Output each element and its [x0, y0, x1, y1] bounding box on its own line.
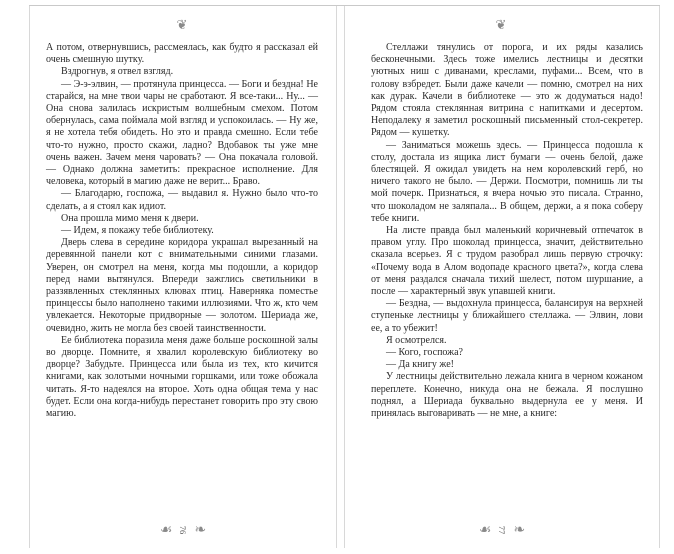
page-number-left: 76 [178, 525, 189, 535]
flourish-left-icon: ☙ [478, 522, 492, 538]
paragraph: А потом, отвернувшись, рассмеялась, как будто я рассказал ей очень смешную шутку. [46, 42, 318, 66]
floral-heart-icon: ❦ [176, 17, 190, 33]
paragraph: Дверь слева в середине коридора украшал вырезанный на деревянной панели кот с внимательными синими глазами. Уверен, он смотрел на меня, когда мы подошли, а коридор перед нами вытянулся. Впереди зажглись светильники в раззявленных стеклянных клювах птиц. Наверняка поместье принцессы было наполнено такими иллюзиями. Что ж, кто чем увлекается. Некоторые придворные — золотом. Шериада же, очевидно, жить не могла без своей таинственности. [46, 237, 318, 334]
bottom-ornament-right [345, 512, 659, 548]
paragraph: У лестницы действительно лежала книга в черном кожаном переплете. Конечно, никуда она не бежала. Я послушно поднял, а Шериада буквально выдернула ее у меня. И принялась выговаривать — не мне, а книге: [371, 371, 643, 420]
paragraph: Вздрогнув, я отвел взгляд. [61, 66, 174, 78]
flourish-right-icon: ❧ [194, 522, 207, 538]
paragraph: На листе правда был маленький коричневый отпечаток в правом углу. Про шоколад принцесса, значит, действительно сказала всерьез. Я с трудом разобрал лишь первую строчку: «Почему вода в Алом водопаде красного цвета?», когда слева от меня раздался сначала тихий шелест, потом шуршание, а после — характерный звук упавшей книги. [371, 225, 643, 298]
page-number-right: 77 [497, 525, 508, 535]
page-right [344, 6, 660, 548]
paragraph: Стеллажи тянулись от порога, и их ряды казались бесконечными. Здесь тоже имелись лестницы и десятки уютных ниш с диванами, креслами, пуфами... Всем, что в голову взбредет. Были даже качели — помню, смотрел на них как дурак. Качели в библиотеке — это ж додуматься надо! Рядом стояла стеклянная витрина с напитками и десертом. Неподалеку я заметил роскошный письменный стол-секретер. Рядом — кушетку. [371, 42, 643, 139]
paragraph: Я осмотрелся. [386, 334, 447, 346]
paragraph: Ее библиотека поразила меня даже больше роскошной залы во дворце. Помните, я хвалил королевскую библиотеку во дворце? Забудьте. Принцесса или была из тех, кто кичится книгами, как золотыми ночными горшками, или тоже обожала читать. Я-то надеялся на второе. Хоть одна общая тема у нас будет. Если она когда-нибудь перестанет говорить про эту свою магию. [46, 334, 318, 420]
page-text-left [30, 38, 336, 512]
page-left [29, 6, 337, 548]
paragraph: — Благодарю, госпожа, — выдавил я. Нужно было что-то сделать, а я стоял как идиот. [46, 188, 318, 212]
paragraph: Она прошла мимо меня к двери. [61, 212, 199, 224]
paragraph: — Кого, госпожа? [386, 347, 463, 359]
top-ornament-icon [345, 6, 659, 38]
page-text-right [345, 38, 659, 512]
top-ornament-icon [30, 6, 336, 38]
flourish-right-icon: ❧ [513, 522, 526, 538]
paragraph: — Заниматься можешь здесь. — Принцесса подошла к столу, достала из ящика лист бумаги — очень белой, даже блестящей. Я ожидал увидеть на нем королевский герб, но ничего такого не было. — Держи. Посмотри, помнишь ли ты мой почерк. Признаться, я вчера ночью это писала. Странно, что шоколадом не заляпала... В общем, держи, а я пока соберу тебе книги. [371, 139, 643, 224]
paragraph: — Бездна, — выдохнула принцесса, балансируя на верхней ступеньке лестницы у ближайшего стеллажа. — Элвин, лови ее, а то убежит! [371, 298, 643, 334]
paragraph: — Э-э-элвин, — протянула принцесса. — Боги и бездна! Не старайся, на мне твои чары не сработают. Я все-таки... Ну... — Она снова залилась искристым волшебным смехом. Потом обернулась, сама поймала мой взгляд и успокоилась. — Ну же, я не хотела тебя обидеть. Но это и правда смешно. Если тебе что-то нужно, просто скажи, ладно? Вдобавок ты уже мне очень важен. Зачем меня чаровать? — Она покачала головой. — Однако должна заметить: прекрасное исполнение. Для человека, который в магию даже не верит... Браво. [46, 78, 318, 188]
floral-heart-icon: ❦ [495, 17, 509, 33]
paragraph: — Идем, я покажу тебе библиотеку. [61, 225, 214, 237]
paragraph: — Да книгу же! [386, 359, 454, 371]
bottom-ornament-left [30, 512, 336, 548]
flourish-left-icon: ☙ [159, 522, 173, 538]
book-spread [29, 5, 660, 548]
